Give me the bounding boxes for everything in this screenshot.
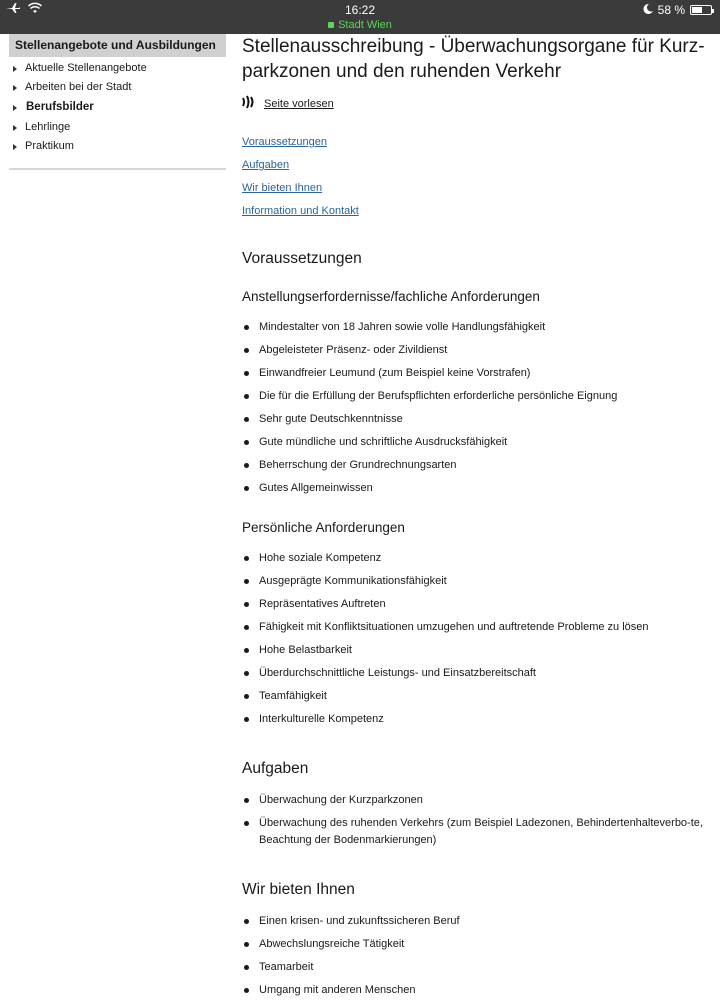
section-title-aufgaben: Aufgaben [242, 760, 309, 777]
main-content [242, 34, 712, 1002]
section-title-voraussetzungen: Voraussetzungen [242, 250, 362, 267]
toc-link-aufgaben[interactable]: Aufgaben [242, 159, 290, 171]
list-item: Teamarbeit [242, 956, 712, 979]
sidebar-item-arbeiten-bei-der-stadt[interactable]: Arbeiten bei der Stadt [9, 78, 226, 97]
toc-link-wir-bieten-ihnen[interactable]: Wir bieten Ihnen [242, 182, 323, 194]
list-item: Gute mündliche und schriftliche Ausdrucksfähigkeit [242, 431, 712, 454]
list-item: Abgeleisteter Präsenz- oder Zivildienst [242, 339, 712, 362]
section-title-wir-bieten-ihnen: Wir bieten Ihnen [242, 881, 355, 898]
arrow-right-icon [13, 85, 17, 91]
arrow-right-icon [13, 144, 17, 150]
list-item: Hohe soziale Kompetenz [242, 547, 712, 570]
list-item: Interkulturelle Kompetenz [242, 708, 712, 731]
list-item: Ausgeprägte Kommunikationsfähigkeit [242, 570, 712, 593]
sidebar-item-aktuelle-stellenangebote[interactable]: Aktuelle Stellenangebote [9, 59, 226, 78]
list-aufgaben [242, 789, 712, 852]
read-aloud [242, 95, 712, 112]
sidebar-header[interactable]: Stellenangebote und Ausbildungen [9, 34, 226, 57]
list-item: Hohe Belastbarkeit [242, 639, 712, 662]
list-item: Sehr gute Deutschkenntnisse [242, 408, 712, 431]
sidebar-item-praktikum[interactable]: Praktikum [9, 137, 226, 156]
sidebar [9, 34, 226, 170]
battery-icon [690, 5, 712, 15]
list-item: Überwachung des ruhenden Verkehrs (zum Beispiel Ladezonen, Behindertenhalteverbo-te, Beachtung der Bodenmarkierungen) [242, 812, 712, 852]
sidebar-list [9, 57, 226, 164]
sidebar-item-berufsbilder[interactable]: Berufsbilder [9, 97, 226, 118]
url-text: Stadt Wien [338, 19, 392, 31]
toc-link-information-und-kontakt[interactable]: Information und Kontakt [242, 205, 359, 217]
clock: 16:22 [344, 3, 376, 17]
list-persoenlich [242, 547, 712, 731]
list-item: Teamfähigkeit [242, 685, 712, 708]
read-aloud-link[interactable]: Seite vorlesen [264, 97, 334, 110]
moon-icon [643, 3, 653, 17]
page-title: Stellenausschreibung - Überwachungsorgane für Kurz-parkzonen und den ruhenden Verkehr [242, 36, 705, 82]
arrow-right-icon [13, 105, 17, 111]
list-item: Mindestalter von 18 Jahren sowie volle Handlungsfähigkeit [242, 316, 712, 339]
arrow-right-icon [13, 66, 17, 72]
list-item: Abwechslungsreiche Tätigkeit [242, 933, 712, 956]
list-wir-bieten [242, 910, 712, 1002]
lock-icon [328, 22, 334, 28]
list-item: Beherrschung der Grundrechnungsarten [242, 454, 712, 477]
list-item: Repräsentatives Auftreten [242, 593, 712, 616]
subsection-title-persoenlich: Persönliche Anforderungen [242, 520, 405, 535]
list-item: Überwachung der Kurzparkzonen [242, 789, 712, 812]
sidebar-item-lehrlinge[interactable]: Lehrlinge [9, 118, 226, 137]
status-bar [0, 0, 720, 34]
list-item: Gutes Allgemeinwissen [242, 477, 712, 500]
list-item: Einen krisen- und zukunftssicheren Beruf [242, 910, 712, 933]
subsection-title-anstellung: Anstellungserfordernisse/fachliche Anforderungen [242, 289, 540, 304]
list-anstellung [242, 316, 712, 500]
toc-link-voraussetzungen[interactable]: Voraussetzungen [242, 136, 328, 148]
arrow-right-icon [13, 125, 17, 131]
list-item: Überdurchschnittliche Leistungs- und Einsatzbereitschaft [242, 662, 712, 685]
list-item: Fähigkeit mit Konfliktsituationen umzugehen und auftretende Probleme zu lösen [242, 616, 712, 639]
list-item: Umgang mit anderen Menschen [242, 979, 712, 1002]
status-right [643, 3, 712, 17]
sidebar-divider [9, 168, 226, 170]
table-of-contents [242, 131, 712, 223]
battery-fill [692, 7, 702, 13]
battery-percent: 58 % [657, 3, 685, 17]
speaker-icon [242, 95, 256, 112]
list-item: Einwandfreier Leumund (zum Beispiel keine Vorstrafen) [242, 362, 712, 385]
list-item: Die für die Erfüllung der Berufspflichten erforderliche persönliche Eignung [242, 385, 712, 408]
url-bar[interactable] [0, 19, 720, 31]
